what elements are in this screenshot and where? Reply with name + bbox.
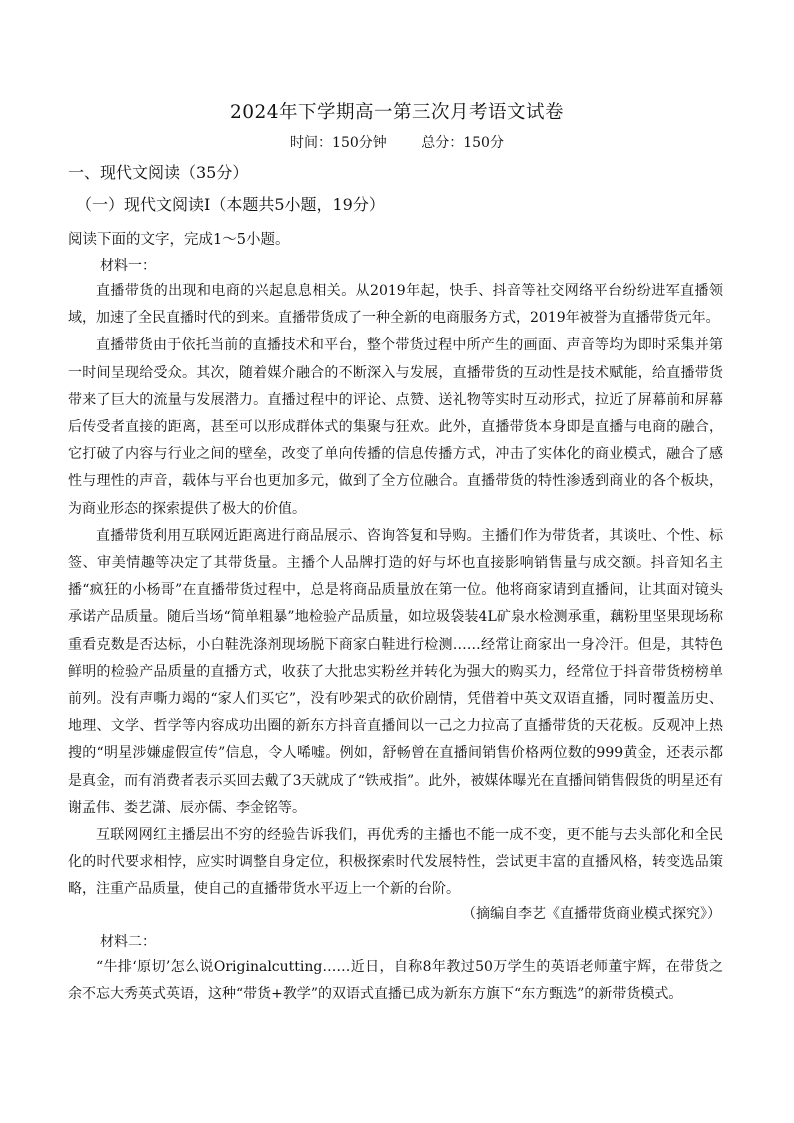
paragraph: 直播带货的出现和电商的兴起息息相关。从2019年起，快手、抖音等社交网络平台纷纷进军直播领域，加速了全民直播时代的到来。直播带货成了一种全新的电商服务方式，2019年被誉为直播带货元年。: [68, 283, 723, 327]
exam-score: 总分：150分: [421, 135, 504, 151]
paragraph: 互联网网红主播层出不穷的经验告诉我们，再优秀的主播也不能一成不变，更不能与去头部化和全民化的时代要求相悖，应实时调整自身定位，积极探索时代发展特性，尝试更丰富的直播风格，转变选品策略，注重产品质量，使自己的直播带货水平迈上一个新的台阶。: [68, 827, 723, 898]
material-label: 材料二：: [100, 934, 156, 950]
paragraph: “牛排‘原切’怎么说Originalcutting……近日，自称8年教过50万学生的英语老师董宇辉，在带货之余不忘大秀英式英语，这种“带货+教学”的双语式直播已成为新东方旗下“东方甄选”的新带货模式。: [68, 959, 723, 1003]
exam-info: [0, 132, 794, 152]
exam-time: 时间：150分钟: [290, 135, 387, 151]
material-label: 材料一：: [100, 258, 156, 274]
paragraph: 直播带货利用互联网近距离进行商品展示、咨询答复和导购。主播们作为带货者，其谈吐、个性、标签、审美情趣等决定了其带货量。主播个人品牌打造的好与坏也直接影响销售量与成交额。抖音知名主播“疯狂的小杨哥”在直播带货过程中，总是将商品质量放在第一位。他将商家请到直播间，让其面对镜头承诺产品质量。随后当场“简单粗暴”地检验产品质量，如垃圾袋装4L矿泉水检测承重，藕粉里坚果现场称重看克数是否达标，小白鞋洗涤剂现场脱下商家白鞋进行检测……经常让商家出一身冷汗。但是，其特色鲜明的检验产品质量的直播方式，收获了大批忠实粉丝并转化为强大的购买力，经常位于抖音带货榜榜单前列。没有声嘶力竭的“家人们买它”，没有吵架式的砍价剧情，凭借着中英文双语直播，同时覆盖历史、地理、文学、哲学等内容成功出圈的新东方抖音直播间以一己之力拉高了直播带货的天花板。反观冲上热搜的“明星涉嫌虚假宣传”信息，令人唏嘘。例如，舒畅曾在直播间销售价格两位数的999黄金，还表示都是真金，而有消费者表示买回去戴了3天就成了“铁戒指”。此外，被媒体曝光在直播间销售假货的明星还有谢孟伟、娄艺潇、辰亦儒、李金铭等。: [68, 527, 723, 816]
material-two-body: [68, 954, 723, 1008]
material-one-body: [68, 278, 723, 904]
paragraph: 直播带货由于依托当前的直播技术和平台，整个带货过程中所产生的画面、声音等均为即时采集并第一时间呈现给受众。其次，随着媒介融合的不断深入与发展，直播带货的互动性是技术赋能，给直播带货带来了巨大的流量与发展潜力。直播过程中的评论、点赞、送礼物等实时互动形式，拉近了屏幕前和屏幕后传受者直接的距离，甚至可以形成群体式的集聚与狂欢。此外，直播带货本身即是直播与电商的融合，它打破了内容与行业之间的壁垒，改变了单向传播的信息传播方式，冲击了实体化的商业模式，融合了感性与理性的声音，载体与平台也更加多元，做到了全方位融合。直播带货的特性渗透到商业的各个板块，为商业形态的探索提供了极大的价值。: [68, 337, 723, 517]
subsection-heading: （一）现代文阅读Ⅰ（本题共5小题，19分）: [76, 195, 385, 214]
section-heading: 一、现代文阅读（35分）: [68, 163, 249, 182]
source-citation: （摘编自李艺《直播带货商业模式探究》）: [462, 906, 721, 922]
exam-title: 2024年下学期高一第三次月考语文试卷: [229, 102, 565, 123]
instruction-text: 阅读下面的文字，完成1～5小题。: [68, 232, 290, 248]
